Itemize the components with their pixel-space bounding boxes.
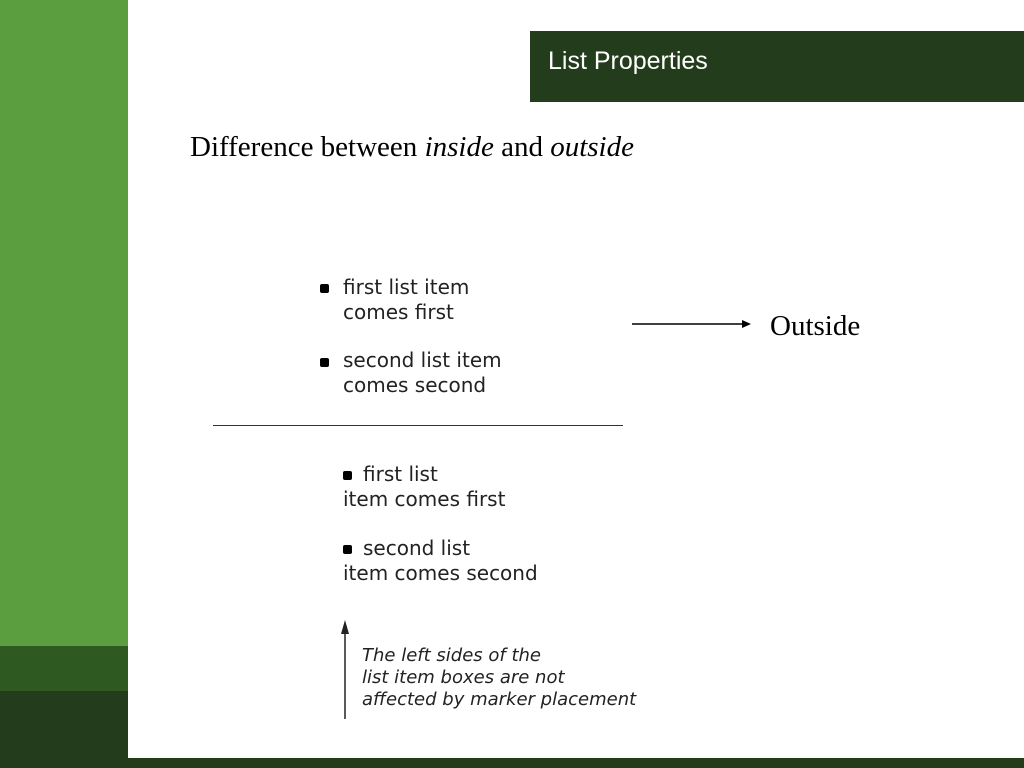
outside-item1-line1: first list item	[343, 275, 470, 299]
outside-item2-line2: comes second	[343, 373, 487, 397]
heading-prefix: Difference between	[190, 131, 425, 163]
inside-item1-line2: item comes first	[343, 487, 506, 511]
heading-middle: and	[493, 131, 551, 163]
inside-item2-line2: item comes second	[343, 561, 538, 585]
sidebar-band-mid	[0, 646, 128, 691]
inside-item2-line1: second list	[363, 536, 471, 560]
bullet-icon	[320, 284, 329, 293]
outside-item2-line1: second list item	[343, 348, 502, 372]
caption-line3: affected by marker placement	[362, 689, 637, 710]
caption-line2: list item boxes are not	[362, 667, 565, 688]
outside-item1-line2: comes first	[343, 300, 454, 324]
heading-term-outside: outside	[550, 131, 634, 163]
heading-term-inside: inside	[424, 131, 494, 163]
bullet-icon	[343, 545, 352, 554]
arrow-up-icon	[336, 618, 354, 720]
caption-line1: The left sides of the	[362, 645, 541, 666]
arrow-right-icon	[630, 316, 752, 332]
sidebar-decoration	[0, 0, 128, 646]
sidebar-band-dark	[0, 691, 128, 768]
caption	[362, 645, 636, 711]
bottom-bar	[128, 758, 1024, 768]
slide-title: List Properties	[548, 47, 708, 75]
title-bar	[530, 31, 1024, 102]
bullet-icon	[343, 471, 352, 480]
divider	[213, 425, 623, 426]
bullet-icon	[320, 358, 329, 367]
slide-heading	[190, 128, 634, 166]
inside-item1-line1: first list	[363, 462, 438, 486]
outside-label: Outside	[770, 310, 861, 342]
